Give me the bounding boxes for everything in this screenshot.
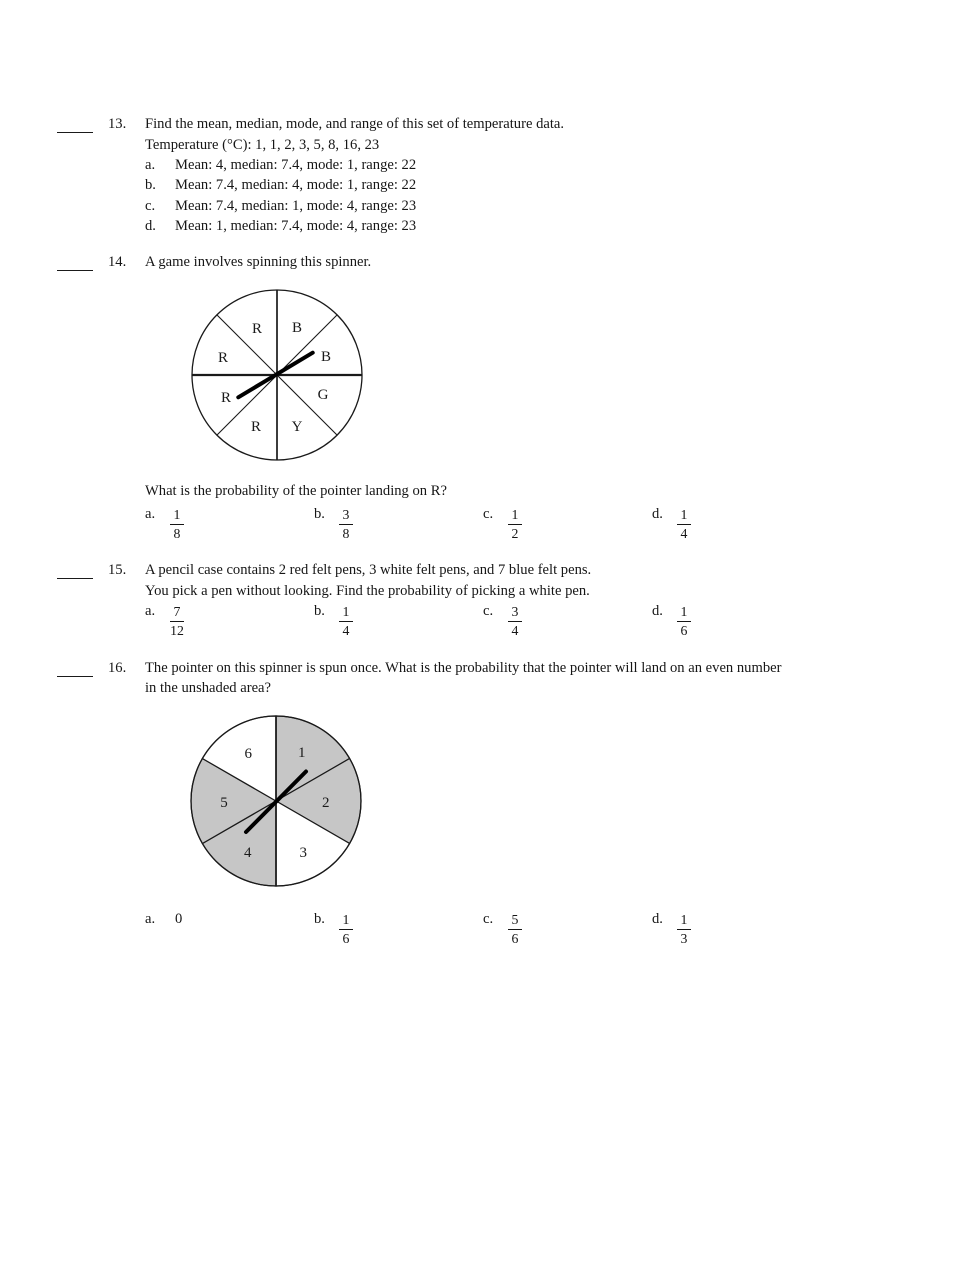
choice-15a-fraction [165,603,189,640]
answer-blank-14[interactable] [57,258,93,271]
fraction-denominator: 2 [511,526,519,541]
choice-16a-label: a. [145,910,156,927]
question-number-16: 16. [108,659,127,676]
spinner-14-label-lower-left: R [220,390,232,406]
spinner-16-label-4: 4 [243,845,252,861]
choice-13a-text: Mean: 4, median: 7.4, mode: 1, range: 22 [175,157,417,173]
fraction-numerator: 1 [677,506,692,525]
question-number-13: 13. [108,116,127,132]
choice-15c-fraction [503,603,527,640]
fraction-numerator: 1 [339,911,354,930]
fraction-denominator: 6 [342,931,350,946]
spinner-14-label-lower-right: G [317,387,329,403]
fraction-numerator: 1 [677,911,692,930]
question-15-prompt-line-2: You pick a pen without looking. Find the probability of picking a white pen. [145,582,590,599]
choice-16d-label: d. [652,910,663,927]
spinner-14-label-top-right: B [291,320,303,336]
choice-13c-text: Mean: 7.4, median: 1, mode: 4, range: 23 [175,197,417,214]
choice-15c-label: c. [483,602,494,619]
fraction-numerator: 3 [339,506,354,525]
choice-15d-fraction [672,603,696,640]
question-16-prompt-line-2: in the unshaded area? [145,680,272,696]
choice-15d-label: d. [652,602,663,619]
fraction-denominator: 4 [342,623,350,638]
fraction-denominator: 4 [511,623,519,638]
choice-13c-label: c. [145,197,156,214]
question-16-prompt-line-1: The pointer on this spinner is spun once. What is the probability that the pointer will land on an even number [145,659,782,676]
spinner-16-label-3: 3 [299,845,308,861]
spinner-16-label-2: 2 [321,795,330,811]
choice-16b-label: b. [314,910,325,927]
spinner-16-label-5: 5 [220,795,228,811]
answer-blank-16[interactable] [57,664,93,677]
choice-14b-label: b. [314,505,325,522]
fraction-numerator: 1 [339,603,354,622]
spinner-16-label-6: 6 [244,746,253,762]
fraction-denominator: 6 [511,931,519,946]
choice-16a-value: 0 [175,910,183,927]
choice-14d-label: d. [652,505,663,522]
question-number-14: 14. [108,253,127,270]
fraction-denominator: 8 [342,526,350,541]
spinner-diagram-14 [187,285,367,465]
answer-blank-13[interactable] [57,120,93,133]
fraction-denominator: 4 [680,526,688,541]
spinner-diagram-16 [186,711,366,891]
choice-15b-fraction [334,603,358,640]
question-15-prompt-line-1: A pencil case contains 2 red felt pens, 3 white felt pens, and 7 blue felt pens. [145,562,592,578]
choice-16b-fraction [334,911,358,948]
choice-15a-label: a. [145,602,156,619]
spinner-14-label-bottom-right: Y [291,419,303,435]
fraction-numerator: 5 [508,911,523,930]
choice-16c-label: c. [483,910,494,927]
choice-15b-label: b. [314,602,325,619]
choice-14c-fraction [503,506,527,543]
fraction-numerator: 7 [170,603,185,622]
question-14-sub-prompt: What is the probability of the pointer landing on R? [145,483,447,499]
question-13-prompt-line-2: Temperature (°C): 1, 1, 2, 3, 5, 8, 16, 23 [145,136,380,153]
question-13-prompt-line-1: Find the mean, median, mode, and range of this set of temperature data. [145,116,565,132]
fraction-denominator: 8 [173,526,181,541]
choice-16d-fraction [672,911,696,948]
choice-13d-text: Mean: 1, median: 7.4, mode: 4, range: 23 [175,218,417,235]
choice-14c-label: c. [483,505,494,522]
choice-13d-label: d. [145,218,156,235]
spinner-14-label-upper-left: R [217,350,229,366]
choice-14a-fraction [165,506,189,543]
answer-blank-15[interactable] [57,566,93,579]
choice-14b-fraction [334,506,358,543]
choice-13b-text: Mean: 7.4, median: 4, mode: 1, range: 22 [175,177,417,194]
fraction-denominator: 6 [680,623,688,638]
fraction-numerator: 1 [677,603,692,622]
choice-16c-fraction [503,911,527,948]
question-number-15: 15. [108,562,127,578]
choice-13b-label: b. [145,177,156,194]
choice-14a-label: a. [145,505,156,522]
fraction-numerator: 1 [508,506,523,525]
fraction-denominator: 3 [680,931,688,946]
spinner-14-label-top-left: R [251,321,263,337]
choice-14d-fraction [672,506,696,543]
fraction-denominator: 12 [170,623,184,638]
spinner-14-label-bottom-left: R [250,419,262,435]
spinner-14-label-upper-right: B [320,349,332,365]
spinner-16-label-1: 1 [297,745,306,761]
fraction-numerator: 3 [508,603,523,622]
question-14-prompt-line-1: A game involves spinning this spinner. [145,253,372,270]
choice-13a-label: a. [145,157,156,173]
fraction-numerator: 1 [170,506,185,525]
